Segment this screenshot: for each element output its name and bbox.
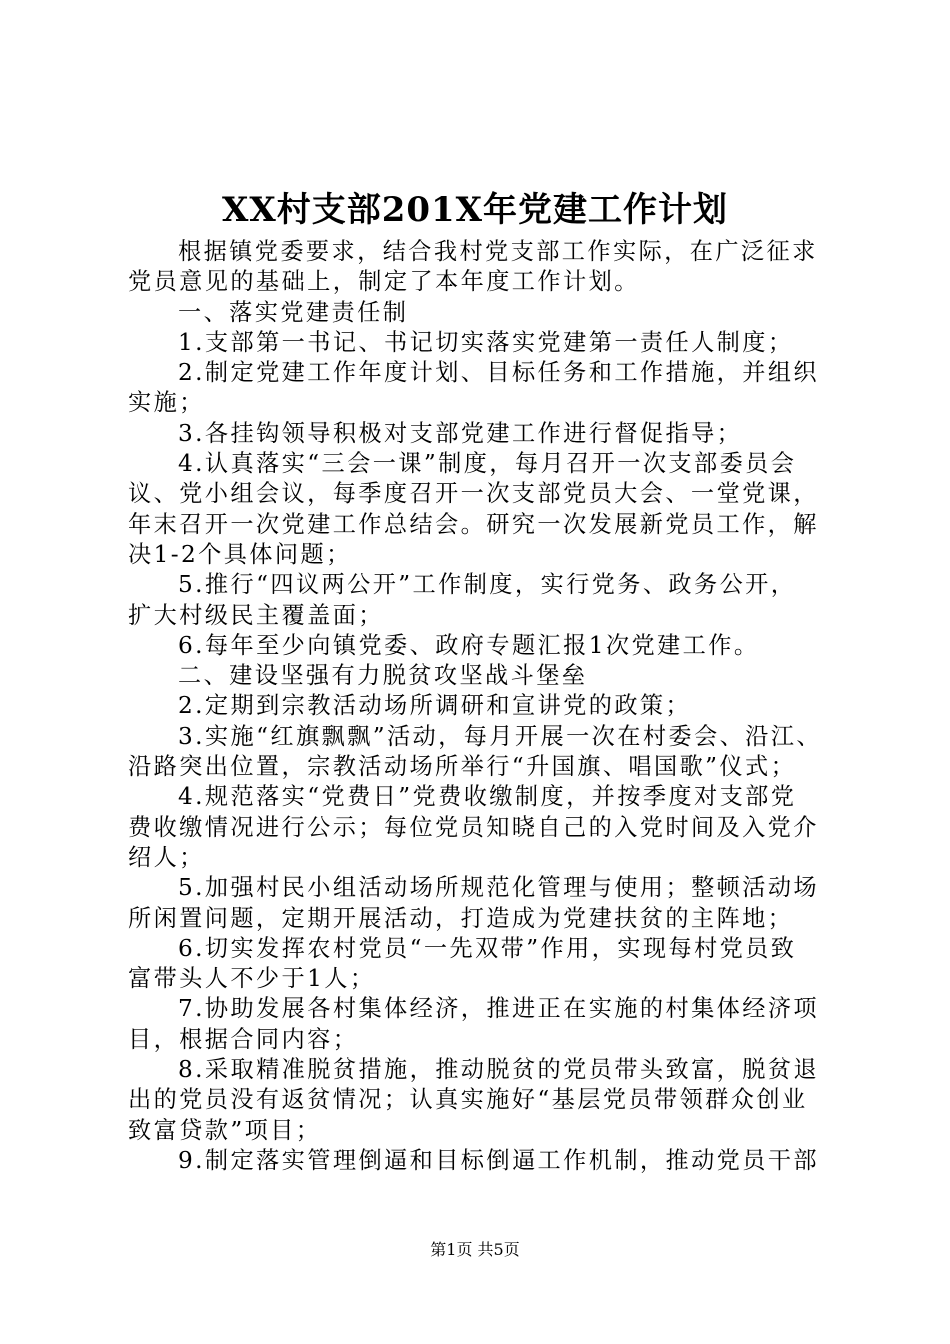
document-title: XX村支部201X年党建工作计划 <box>221 190 729 230</box>
paragraph-line: 2.定期到宗教活动场所调研和宣讲党的政策； <box>178 692 692 720</box>
paragraph-line: 5.加强村民小组活动场所规范化管理与使用；整顿活动场 <box>178 874 820 902</box>
paragraph-line: 所闲置问题，定期开展活动，打造成为党建扶贫的主阵地； <box>128 904 794 932</box>
paragraph-line: 根据镇党委要求，结合我村党支部工作实际，在广泛征求 <box>178 238 818 265</box>
paragraph-line: 实施； <box>128 389 205 417</box>
paragraph-line: 一、落实党建责任制 <box>178 298 409 326</box>
paragraph-line: 扩大村级民主覆盖面； <box>128 601 384 629</box>
paragraph-line: 决1-2个具体问题； <box>128 540 352 568</box>
paragraph-line: 6.切实发挥农村党员“一先双带”作用，实现每村党员致 <box>178 934 797 962</box>
paragraph-line: 二、建设坚强有力脱贫攻坚战斗堡垒 <box>178 662 588 690</box>
paragraph-line: 4.规范落实“党费日”党费收缴制度，并按季度对支部党 <box>178 783 797 811</box>
paragraph-line: 5.推行“四议两公开”工作制度，实行党务、政务公开， <box>178 571 797 599</box>
paragraph-line: 1.支部第一书记、书记切实落实党建第一责任人制度； <box>178 328 794 356</box>
paragraph-line: 4.认真落实“三会一课”制度，每月召开一次支部委员会 <box>178 450 797 478</box>
paragraph-line: 9.制定落实管理倒逼和目标倒逼工作机制，推动党员干部 <box>178 1146 820 1174</box>
paragraph-line: 6.每年至少向镇党委、政府专题汇报1次党建工作。 <box>178 631 760 659</box>
paragraph-line: 年末召开一次党建工作总结会。研究一次发展新党员工作，解 <box>128 510 819 538</box>
paragraph-line: 出的党员没有返贫情况；认真实施好“基层党员带领群众创业 <box>128 1086 808 1114</box>
paragraph-line: 3.各挂钩领导积极对支部党建工作进行督促指导； <box>178 419 743 447</box>
page-footer: 第1页 共5页 <box>430 1240 520 1259</box>
paragraph-line: 费收缴情况进行公示；每位党员知晓自己的入党时间及入党介 <box>128 813 819 841</box>
paragraph-line: 2.制定党建工作年度计划、目标任务和工作措施，并组织 <box>178 359 820 387</box>
paragraph-line: 8.采取精准脱贫措施，推动脱贫的党员带头致富，脱贫退 <box>178 1056 820 1084</box>
paragraph-line: 7.协助发展各村集体经济，推进正在实施的村集体经济项 <box>178 995 820 1023</box>
paragraph-line: 绍人； <box>128 843 205 871</box>
paragraph-line: 党员意见的基础上，制定了本年度工作计划。 <box>128 268 640 296</box>
paragraph-line: 目，根据合同内容； <box>128 1025 359 1053</box>
paragraph-line: 沿路突出位置，宗教活动场所举行“升国旗、唱国歌”仪式； <box>128 753 797 781</box>
paragraph-line: 富带头人不少于1人； <box>128 965 376 993</box>
document-body <box>128 237 830 1176</box>
paragraph-line: 致富贷款”项目； <box>128 1116 322 1144</box>
paragraph-line: 议、党小组会议，每季度召开一次支部党员大会、一堂党课， <box>128 480 819 508</box>
paragraph-line: 3.实施“红旗飘飘”活动，每月开展一次在村委会、沿江、 <box>178 722 822 750</box>
